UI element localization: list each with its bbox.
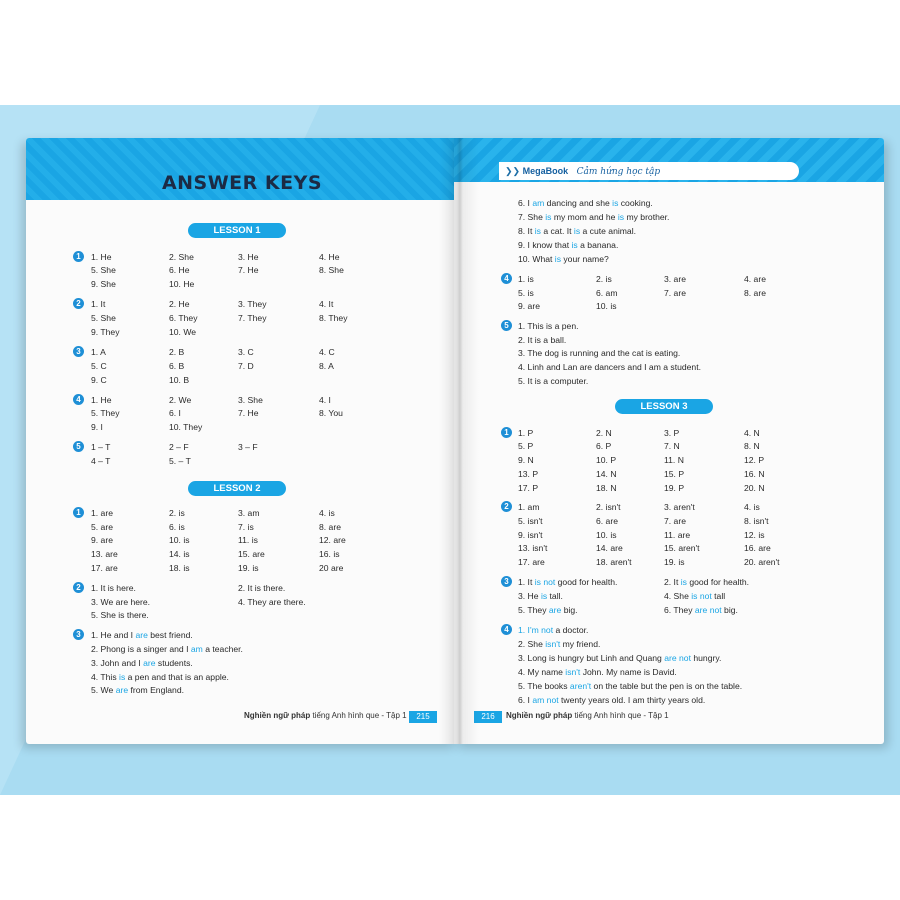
- answer-line: 6. I am dancing and she is cooking.: [518, 198, 653, 208]
- answer: 8. are: [744, 288, 766, 298]
- lesson1-ex3-marker: 3: [73, 346, 84, 357]
- answer: 2. is: [596, 274, 612, 284]
- lesson1-label: LESSON 1: [188, 223, 286, 238]
- ex4-marker: 4: [501, 273, 512, 284]
- answer-line: 4. She is not tall: [664, 591, 726, 601]
- answer: 9. isn't: [518, 530, 543, 540]
- answer: 5. She: [91, 265, 116, 275]
- answer: 6. B: [169, 361, 185, 371]
- answer-line: 7. She is my mom and he is my brother.: [518, 212, 670, 222]
- answer: 12. are: [319, 535, 346, 545]
- answer: 12. is: [744, 530, 765, 540]
- lesson2-ex2-marker: 2: [73, 582, 84, 593]
- ex5-marker: 5: [501, 320, 512, 331]
- lesson2-ex1-marker: 1: [73, 507, 84, 518]
- answer-line: 1. I'm not a doctor.: [518, 625, 589, 635]
- answer: 2. B: [169, 347, 185, 357]
- lesson3-ex3-marker: 3: [501, 576, 512, 587]
- answer: 19. is: [238, 563, 259, 573]
- answer: 2. She: [169, 252, 194, 262]
- answer: 2. N: [596, 428, 612, 438]
- answer: 7. D: [238, 361, 254, 371]
- brand-name: MegaBook: [522, 166, 569, 176]
- answer-line: 2. Phong is a singer and I am a teacher.: [91, 644, 243, 654]
- answer: 15. are: [238, 549, 265, 559]
- answer: 1. are: [91, 508, 113, 518]
- answer: 3 – F: [238, 442, 258, 452]
- answer: 11. N: [664, 455, 684, 465]
- answer-line: 10. What is your name?: [518, 254, 609, 264]
- lesson3-ex2-marker: 2: [501, 501, 512, 512]
- answer-line: 9. I know that is a banana.: [518, 240, 619, 250]
- answer: 11. is: [238, 535, 258, 545]
- answer: 3. We are here.: [91, 597, 151, 607]
- answer: 10. P: [596, 455, 617, 465]
- answer: 20. N: [744, 483, 765, 493]
- answer: 18. is: [169, 563, 190, 573]
- answer: 9. They: [91, 327, 120, 337]
- answer: 8. You: [319, 408, 343, 418]
- answer-line: 5. We are from England.: [91, 685, 184, 695]
- answer-line: 1. It is not good for health.: [518, 577, 618, 587]
- answer-line: 4. My name isn't John. My name is David.: [518, 667, 677, 677]
- answer: 3. They: [238, 299, 267, 309]
- answer: 3. She: [238, 395, 263, 405]
- answer: 7. N: [664, 441, 680, 451]
- answer: 7. are: [664, 288, 686, 298]
- answer: 1. is: [518, 274, 534, 284]
- lesson1-ex4-marker: 4: [73, 394, 84, 405]
- answer: 10. B: [169, 375, 190, 385]
- answer: 4. They are there.: [238, 597, 306, 607]
- left-page-number: 215: [409, 711, 437, 723]
- answer: 2. It is there.: [238, 583, 286, 593]
- page-title: ANSWER KEYS: [161, 172, 323, 194]
- answer: 18. aren't: [596, 557, 632, 567]
- answer: 2 – F: [169, 442, 189, 452]
- answer: 8. They: [319, 313, 348, 323]
- left-footer: Nghiền ngữ pháp tiếng Anh hình que - Tập 1: [244, 711, 407, 720]
- book-icon: ❯❯: [505, 166, 521, 176]
- answer: 1. This is a pen.: [518, 321, 579, 331]
- answer: 14. is: [169, 549, 190, 559]
- answer: 9. I: [91, 422, 103, 432]
- answer: 4. He: [319, 252, 340, 262]
- answer-line: 6. They are not big.: [664, 605, 738, 615]
- answer: 2. is: [169, 508, 185, 518]
- answer: 3. C: [238, 347, 254, 357]
- answer: 15. P: [664, 469, 685, 479]
- answer: 5. They: [91, 408, 120, 418]
- answer: 19. P: [664, 483, 685, 493]
- answer: 7. They: [238, 313, 267, 323]
- answer: 5. isn't: [518, 516, 543, 526]
- answer-line: 2. It is good for health.: [664, 577, 750, 587]
- answer: 14. are: [596, 543, 623, 553]
- answer-line: 3. He is tall.: [518, 591, 563, 601]
- answer: 8. isn't: [744, 516, 769, 526]
- answer: 7. is: [238, 522, 254, 532]
- brand-tagline: Cảm hứng học tập: [576, 167, 661, 177]
- answer: 7. He: [238, 408, 259, 418]
- answer: 6. P: [596, 441, 612, 451]
- answer: 4. C: [319, 347, 335, 357]
- answer: 6. are: [596, 516, 618, 526]
- answer: 4. Linh and Lan are dancers and I am a student.: [518, 362, 701, 372]
- answer: 5. is: [518, 288, 534, 298]
- answer: 9. N: [518, 455, 534, 465]
- answer: 2. It is a ball.: [518, 335, 567, 345]
- answer-line: 3. Long is hungry but Linh and Quang are not hungry.: [518, 653, 722, 663]
- answer: 5. are: [91, 522, 113, 532]
- answer: 4. N: [744, 428, 760, 438]
- answer: 3. He: [238, 252, 259, 262]
- answer: 1. am: [518, 502, 540, 512]
- answer: 8. She: [319, 265, 344, 275]
- lesson1-ex2-marker: 2: [73, 298, 84, 309]
- answer: 17. are: [518, 557, 545, 567]
- answer: 4. are: [744, 274, 766, 284]
- answer: 10. They: [169, 422, 203, 432]
- right-footer: Nghiền ngữ pháp tiếng Anh hình que - Tập 1: [506, 711, 669, 720]
- answer: 20. aren't: [744, 557, 780, 567]
- right-page-header: [454, 138, 884, 182]
- answer: 8. A: [319, 361, 334, 371]
- answer: 3. The dog is running and the cat is eating.: [518, 348, 681, 358]
- answer: 4. It: [319, 299, 334, 309]
- answer: 12. P: [744, 455, 765, 465]
- answer-line: 2. She isn't my friend.: [518, 639, 601, 649]
- answer: 9. are: [518, 301, 540, 311]
- answer: 16. are: [744, 543, 771, 553]
- lesson3-label: LESSON 3: [615, 399, 713, 414]
- book-spine: [439, 138, 479, 744]
- open-book: [14, 138, 889, 748]
- lesson3-ex1-marker: 1: [501, 427, 512, 438]
- answer: 8. are: [319, 522, 341, 532]
- answer: 16. is: [319, 549, 340, 559]
- answer: 14. N: [596, 469, 617, 479]
- answer: 5. It is a computer.: [518, 376, 589, 386]
- answer: 5. She: [91, 313, 116, 323]
- lesson3-ex4-marker: 4: [501, 624, 512, 635]
- answer: 17. P: [518, 483, 539, 493]
- answer: 3. am: [238, 508, 260, 518]
- answer: 10. is: [169, 535, 190, 545]
- answer: 5. C: [91, 361, 107, 371]
- answer-line: 8. It is a cat. It is a cute animal.: [518, 226, 637, 236]
- answer: 17. are: [91, 563, 118, 573]
- answer: 4. is: [319, 508, 335, 518]
- answer: 10. is: [596, 530, 617, 540]
- answer: 1. P: [518, 428, 534, 438]
- right-page-number: 216: [474, 711, 502, 723]
- answer: 9. She: [91, 279, 116, 289]
- answer: 11. are: [664, 530, 691, 540]
- answer: 16. N: [744, 469, 765, 479]
- answer: 6. am: [596, 288, 618, 298]
- answer: 13. isn't: [518, 543, 548, 553]
- lesson1-ex1-marker: 1: [73, 251, 84, 262]
- answer: 6. I: [169, 408, 181, 418]
- answer: 3. P: [664, 428, 680, 438]
- answer: 10. He: [169, 279, 195, 289]
- answer: 19. is: [664, 557, 685, 567]
- left-page: [26, 138, 458, 744]
- answer: 1. It is here.: [91, 583, 136, 593]
- answer: 7. He: [238, 265, 259, 275]
- answer: 9. C: [91, 375, 107, 385]
- answer: 4 – T: [91, 456, 111, 466]
- answer-line: 4. This is a pen and that is an apple.: [91, 672, 229, 682]
- answer: 4. is: [744, 502, 760, 512]
- brand-bar: [499, 162, 799, 180]
- answer: 1 – T: [91, 442, 111, 452]
- answer-line: 1. He and I are best friend.: [91, 630, 193, 640]
- answer: 2. We: [169, 395, 192, 405]
- answer: 1. It: [91, 299, 106, 309]
- answer: 9. are: [91, 535, 113, 545]
- answer-line: 5. The books aren't on the table but the pen is on the table.: [518, 681, 743, 691]
- answer: 10. We: [169, 327, 197, 337]
- answer: 18. N: [596, 483, 617, 493]
- answer: 5. – T: [169, 456, 191, 466]
- answer: 2. isn't: [596, 502, 621, 512]
- answer: 20 are: [319, 563, 344, 573]
- answer: 15. aren't: [664, 543, 700, 553]
- answer-line: 3. John and I are students.: [91, 658, 193, 668]
- answer: 6. is: [169, 522, 185, 532]
- lesson2-ex3-marker: 3: [73, 629, 84, 640]
- answer: 3. aren't: [664, 502, 695, 512]
- answer: 13. P: [518, 469, 539, 479]
- right-page: [454, 138, 884, 744]
- answer: 7. are: [664, 516, 686, 526]
- answer: 1. He: [91, 395, 112, 405]
- answer: 6. They: [169, 313, 198, 323]
- answer-line: 6. I am not twenty years old. I am thirty years old.: [518, 695, 706, 705]
- answer: 4. I: [319, 395, 331, 405]
- answer: 6. He: [169, 265, 190, 275]
- answer: 8. N: [744, 441, 760, 451]
- answer: 1. A: [91, 347, 106, 357]
- answer: 5. She is there.: [91, 610, 149, 620]
- answer: 2. He: [169, 299, 190, 309]
- answer-line: 5. They are big.: [518, 605, 578, 615]
- answer: 13. are: [91, 549, 118, 559]
- left-page-header: [26, 138, 458, 200]
- answer: 5. P: [518, 441, 534, 451]
- answer: 3. are: [664, 274, 686, 284]
- answer: 1. He: [91, 252, 112, 262]
- lesson2-label: LESSON 2: [188, 481, 286, 496]
- answer: 10. is: [596, 301, 617, 311]
- lesson1-ex5-marker: 5: [73, 441, 84, 452]
